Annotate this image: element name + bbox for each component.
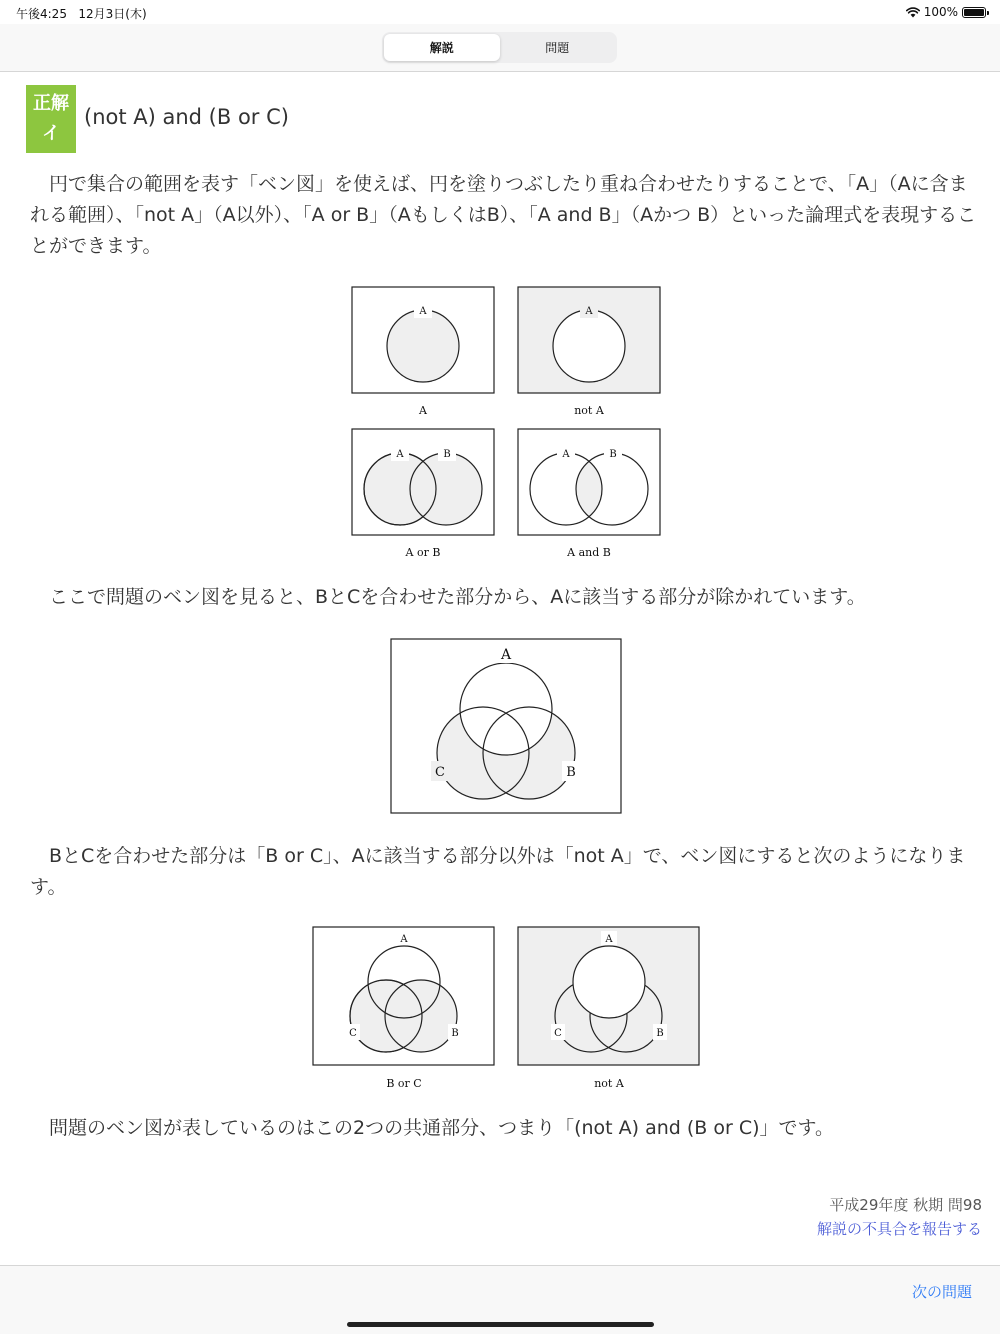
venn-bc-label-b: B [451,1028,459,1039]
venn-problem-figure [389,637,625,817]
answer-badge [26,85,76,153]
venn-problem-label-a: A [500,647,512,663]
next-question-button[interactable]: 次の問題 [911,1283,972,1301]
venn-not-a-caption: not A [574,404,604,417]
venn-a-circle-label: A [419,306,427,317]
venn-nota-caption: not A [594,1077,624,1090]
battery-icon [962,7,986,18]
status-time-date [16,5,147,22]
wifi-icon [906,7,920,18]
venn-a-caption: A [419,404,427,417]
venn-or-caption: A or B [405,546,441,559]
status-time: 午後4:25 [16,7,67,21]
answer-badge-choice: イ [42,123,60,144]
explanation-paragraph-2: ここで問題のベン図を見ると、BとCを合わせた部分から、Aに該当する部分が除かれています。 [30,586,866,608]
venn-bc-caption: B or C [386,1077,422,1090]
venn-problem-label-c: C [435,765,445,780]
venn-problem-label-b: B [566,765,576,780]
tab-question[interactable]: 問題 [545,41,570,55]
venn-nota-label-b: B [656,1028,664,1039]
exam-reference: 平成29年度 秋期 問98 [829,1196,982,1214]
segmented-control [382,32,617,63]
explanation-paragraph-3: BとCを合わせた部分は「B or C」、Aに該当する部分以外は「not A」で、ベン図にすると次のようになります。 [30,845,966,898]
venn-and-label-a: A [562,449,570,460]
venn-basics-figure [350,285,665,565]
battery-percent: 100% [923,5,958,19]
bottom-toolbar [0,1265,1000,1334]
nav-bar [0,24,1000,72]
venn-nota-label-c: C [554,1028,562,1039]
venn-or-label-b: B [443,449,451,460]
venn-and-caption: A and B [567,546,611,559]
answer-badge-label: 正解 [33,93,69,114]
answer-text: (not A) and (B or C) [84,105,289,129]
explanation-content[interactable] [0,72,1000,1265]
venn-nota-label-a: A [605,934,613,945]
venn-bc-label-a: A [400,934,408,945]
home-indicator[interactable] [347,1322,654,1327]
status-date: 12月3日(木) [78,7,147,21]
venn-bc-label-c: C [349,1028,357,1039]
status-indicators [906,5,986,19]
status-bar [0,0,1000,24]
venn-or-label-a: A [396,449,404,460]
venn-not-a-circle-label: A [585,306,593,317]
explanation-paragraph-1: 円で集合の範囲を表す「ベン図」を使えば、円を塗りつぶしたり重ね合わせたりすることで、「A」（Aに含まれる範囲）、「not A」（A以外）、「A or B」（AもしくはB）、「A and B」（Aかつ B）といった論理式を表現することができます。 [30,173,977,257]
venn-and-label-b: B [609,449,617,460]
venn-components-figure [311,925,703,1095]
report-issue-link[interactable]: 解説の不具合を報告する [816,1220,982,1238]
explanation-paragraph-4: 問題のベン図が表しているのはこの2つの共通部分、つまり「(not A) and (B or C)」です。 [30,1117,835,1139]
tab-explanation[interactable]: 解説 [384,34,500,61]
